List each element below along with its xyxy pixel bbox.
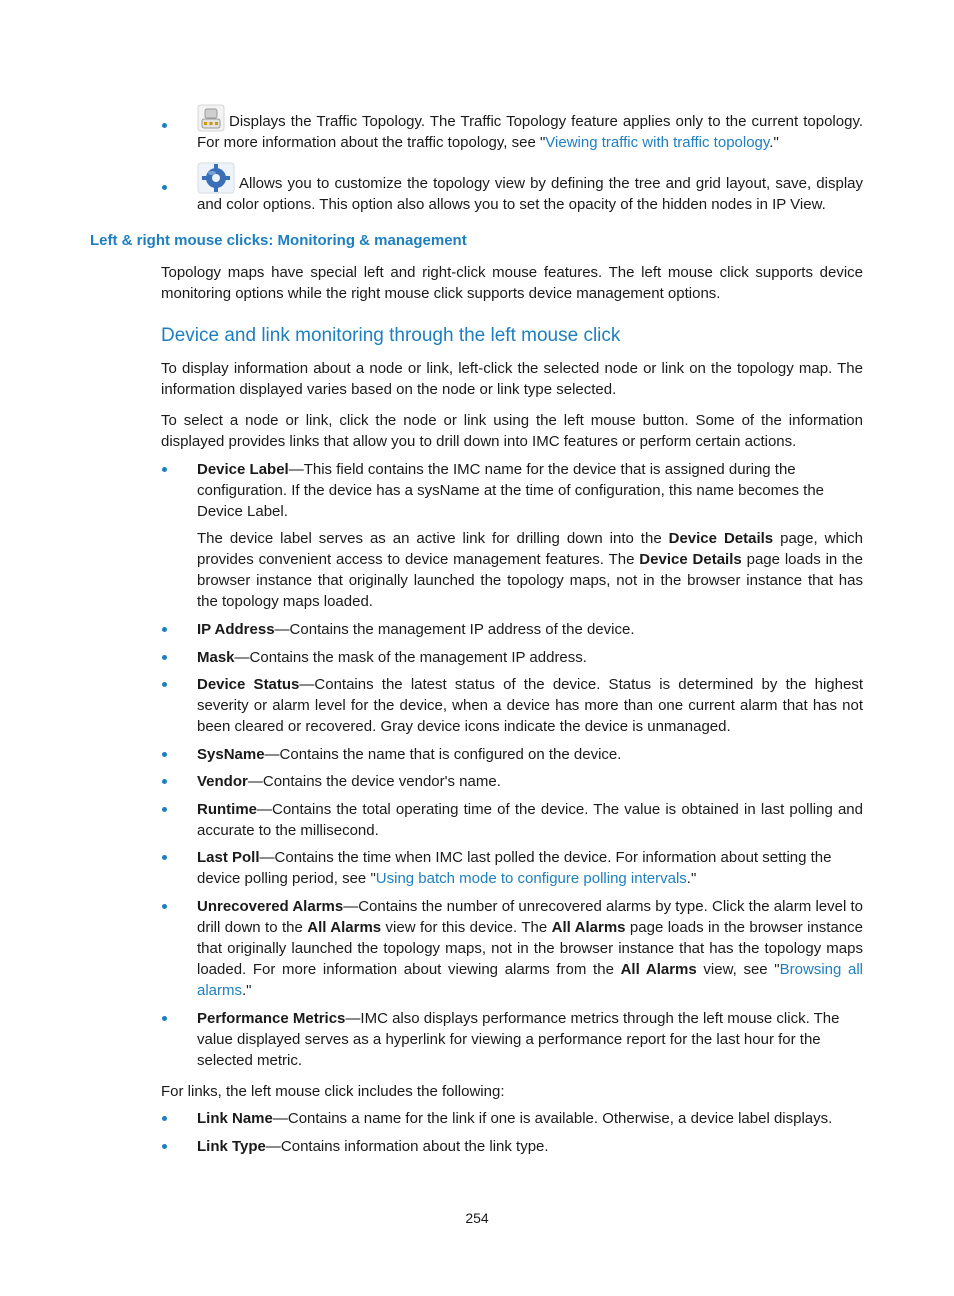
- page-number: 254: [465, 1210, 489, 1226]
- list-item-vendor: Vendor—Contains the device vendor's name.: [197, 773, 501, 790]
- list-item-link-type: Link Type—Contains information about the link type.: [197, 1138, 549, 1155]
- list-item-device-status: Device Status—Contains the latest status of the device. Status is determined by the highest severity or alarm level for the device, when a device has more than one current alarm that has not been cleared or recovered. Gray device icons indicate the device is unmanaged.: [197, 676, 863, 735]
- list-item-traffic-topology: Displays the Traffic Topology. The Traffic Topology feature applies only to the current topology. For more information about the traffic topology, see "Viewing traffic with traffic topology.": [197, 104, 863, 153]
- list-item-runtime: Runtime—Contains the total operating time of the device. The value is obtained in last polling and accurate to the millisecond.: [197, 801, 863, 839]
- link-browsing-alarms[interactable]: Browsing all alarms: [197, 961, 864, 999]
- list-item-last-poll: Last Poll—Contains the time when IMC last polled the device. For information about setting the device polling period, see "Using batch mode to configure polling intervals.": [197, 849, 832, 887]
- bullet-dot: [162, 467, 167, 472]
- bullet-dot: [162, 855, 167, 860]
- section-heading: Left & right mouse clicks: Monitoring & management: [90, 232, 467, 249]
- section-intro: Topology maps have special left and right-click mouse features. The left mouse click supports device monitoring options while the right mouse click supports device management options.: [161, 264, 863, 302]
- paragraph: To select a node or link, click the node or link using the left mouse button. Some of the information displayed provides links that allow you to drill down into IMC features or perform certain actions.: [161, 412, 863, 450]
- list-item-performance-metrics: Performance Metrics—IMC also displays performance metrics through the left mouse click. The value displayed serves as a hyperlink for viewing a performance report for the last hour for the selected metric.: [197, 1010, 840, 1069]
- list-item-device-label: Device Label—This field contains the IMC name for the device that is assigned during the configuration. If the device has a sysName at the time of configuration, this name becomes the Device Label.: [197, 461, 825, 520]
- list-item-ip-address: IP Address—Contains the management IP address of the device.: [197, 621, 635, 638]
- list-item-link-name: Link Name—Contains a name for the link if one is available. Otherwise, a device label displays.: [197, 1110, 833, 1127]
- list-item-unrecovered-alarms: Unrecovered Alarms—Contains the number of unrecovered alarms by type. Click the alarm level to drill down to the All Alarms view for this device. The All Alarms page loads in the browser instance that originally launched the topology maps, not in the browser instance that has the topology maps loaded. For more information about viewing alarms from the All Alarms view, see "Browsing all alarms.": [197, 898, 864, 999]
- bullet-dot: [162, 1116, 167, 1121]
- bullet-dot: [162, 752, 167, 757]
- list-item-sysname: SysName—Contains the name that is configured on the device.: [197, 746, 622, 763]
- bullet-dot: [162, 123, 167, 128]
- bullet-dot: [162, 185, 167, 190]
- list-item-device-label-detail: The device label serves as an active link for drilling down into the Device Details page, which provides convenient access to device management features. The Device Details page loads in the browser instance that originally launched the topology maps, not in the browser instance that has the topology maps loaded.: [197, 530, 863, 610]
- list-item-mask: Mask—Contains the mask of the management IP address.: [197, 649, 587, 666]
- bullet-dot: [162, 904, 167, 909]
- bullet-dot: [162, 1144, 167, 1149]
- bullet-dot: [162, 627, 167, 632]
- link-polling-intervals[interactable]: Using batch mode to configure polling intervals: [375, 870, 687, 887]
- list-item-customize-view: Allows you to customize the topology view by defining the tree and grid layout, save, display and color options. This option also allows you to set the opacity of the hidden nodes in IP View.: [197, 162, 863, 215]
- subsection-heading: Device and link monitoring through the left mouse click: [161, 325, 621, 346]
- traffic-topology-icon: [197, 104, 225, 132]
- link-viewing-traffic[interactable]: Viewing traffic with traffic topology: [545, 134, 770, 151]
- bullet-dot: [162, 655, 167, 660]
- paragraph: To display information about a node or link, left-click the selected node or link on the topology map. The information displayed varies based on the node or link type selected.: [161, 360, 863, 398]
- bullet-dot: [162, 779, 167, 784]
- bullet-dot: [162, 682, 167, 687]
- gear-icon: [197, 162, 235, 194]
- bullet-dot: [162, 1016, 167, 1021]
- bullet-dot: [162, 807, 167, 812]
- paragraph: For links, the left mouse click includes the following:: [161, 1083, 505, 1100]
